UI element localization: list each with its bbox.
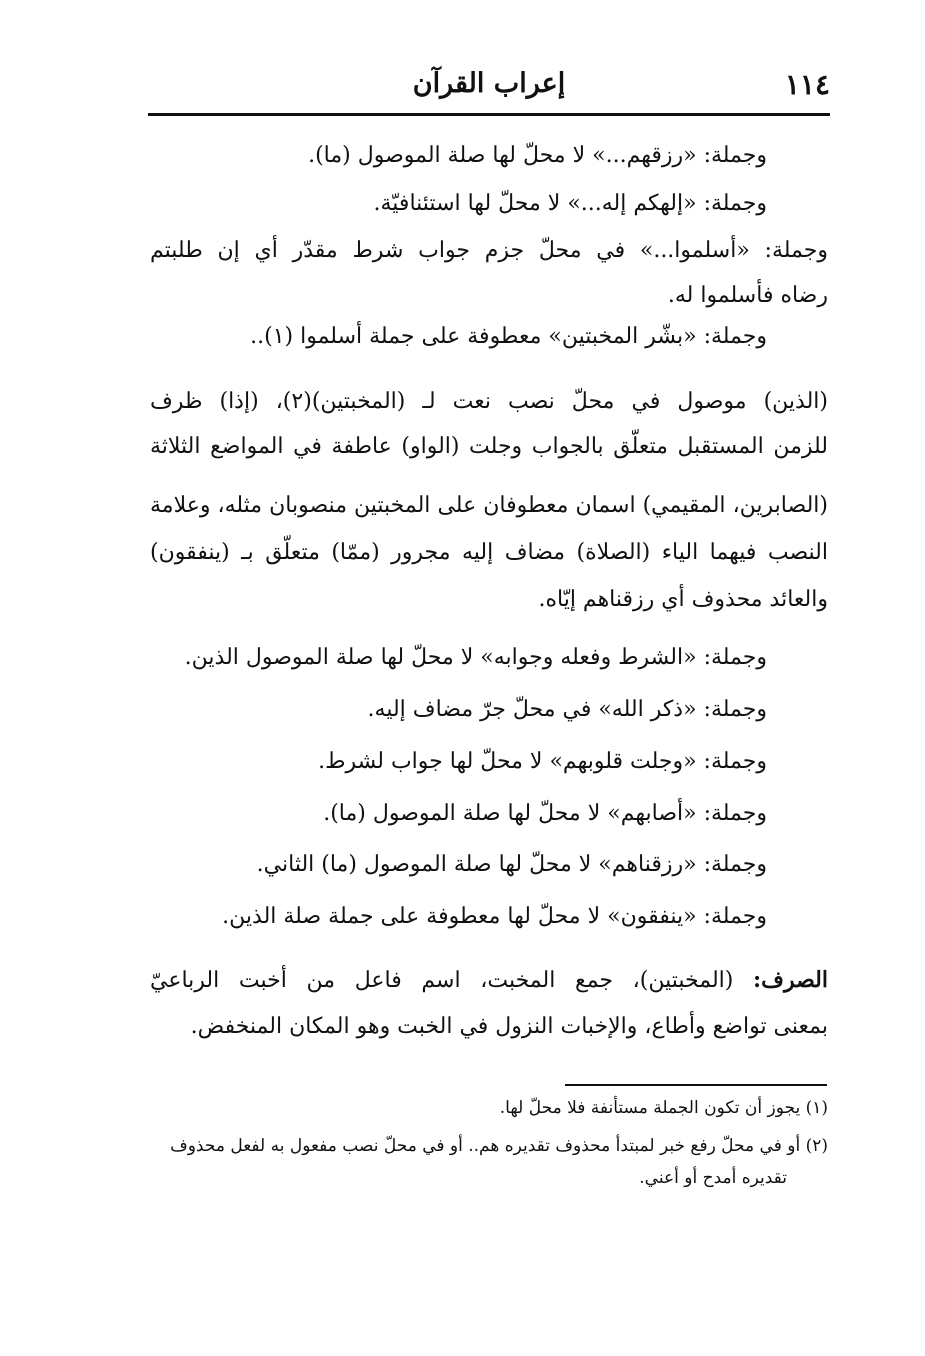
section-label: الصرف: xyxy=(753,967,828,993)
running-title: إعراب القرآن xyxy=(412,68,566,99)
body-line: (الصابرين، المقيمي) اسمان معطوفان على المخبتين منصوبان مثله، وعلامة xyxy=(150,493,828,518)
body-line xyxy=(150,967,828,994)
body-line: (الذين) موصول في محلّ نصب نعت لـ (المخبتين)(٢)، (إذا) ظرف xyxy=(150,389,828,414)
page-number: ١١٤ xyxy=(784,68,830,101)
body-line: وجملة: «الشرط وفعله وجوابه» لا محلّ لها صلة الموصول الذين. xyxy=(184,645,767,670)
page-header xyxy=(148,62,830,114)
body-line: وجملة: «رزقناهم» لا محلّ لها صلة الموصول (ما) الثاني. xyxy=(256,852,767,877)
footnote-1: (١) يجوز أن تكون الجملة مستأنفة فلا محلّ لها. xyxy=(499,1098,828,1118)
footnote-2-continuation: تقديره أمدح أو أعني. xyxy=(639,1168,787,1188)
body-line: والعائد محذوف أي رزقناهم إيّاه. xyxy=(538,587,828,612)
body-line: وجملة: «ذكر الله» في محلّ جرّ مضاف إليه. xyxy=(367,697,767,722)
header-rule xyxy=(148,113,830,116)
body-line: وجملة: «أصابهم» لا محلّ لها صلة الموصول (ما). xyxy=(323,801,767,826)
body-line: للزمن المستقبل متعلّق بالجواب وجلت (الواو) عاطفة في المواضع الثلاثة xyxy=(150,434,828,459)
footnote-2: (٢) أو في محلّ رفع خبر لمبتدأ محذوف تقديره هم.. أو في محلّ نصب مفعول به لفعل محذوف xyxy=(170,1136,828,1156)
body-line: وجملة: «ينفقون» لا محلّ لها معطوفة على جملة صلة الذين. xyxy=(222,904,767,929)
body-line: رضاه فأسلموا له. xyxy=(667,283,828,308)
body-line: بمعنى تواضع وأطاع، والإخبات النزول في الخبت وهو المكان المنخفض. xyxy=(190,1014,828,1039)
body-line: وجملة: «بشّر المخبتين» معطوفة على جملة أسلموا (١).. xyxy=(250,324,767,349)
section-text: (المخبتين)، جمع المخبت، اسم فاعل من أخبت الرباعيّ xyxy=(150,968,734,993)
body-line: وجملة: «إلهكم إله...» لا محلّ لها استئنافيّة. xyxy=(373,191,767,216)
body-line: وجملة: «أسلموا...» في محلّ جزم جواب شرط مقدّر أي إن طلبتم xyxy=(150,238,828,263)
footnote-rule xyxy=(565,1084,827,1086)
body-line: وجملة: «رزقهم...» لا محلّ لها صلة الموصول (ما). xyxy=(308,143,767,168)
body-line: النصب فيهما الياء (الصلاة) مضاف إليه مجرور (ممّا) متعلّق بـ (ينفقون) xyxy=(150,540,828,565)
body-line: وجملة: «وجلت قلوبهم» لا محلّ لها جواب لشرط. xyxy=(318,749,767,774)
